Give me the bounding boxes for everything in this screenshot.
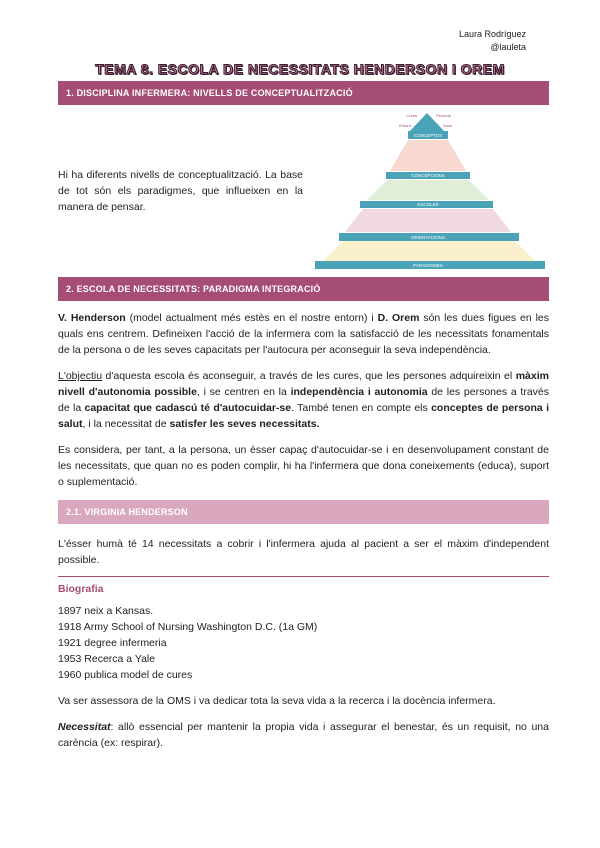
document-body xyxy=(58,81,549,751)
section-1-content xyxy=(58,105,549,277)
orem-name: D. Orem xyxy=(377,312,420,324)
biography-item: 1918 Army School of Nursing Washington D.C. (1a GM) xyxy=(58,621,318,633)
text: són les dues figues en les quals ens centrem. Defineixen l'acció de la infermera com la satisfacció de les necessitats fonamentals de la persona o de les seves capacitats per l'autocura per aconseguir la seva independència. xyxy=(58,312,550,356)
level-label: CONCEPCIONS xyxy=(411,173,445,178)
author-handle: @lauleta xyxy=(490,42,526,52)
oms-text: Va ser assessora de la OMS i va dedicar tota la seva vida a la recerca i la docència infermera. xyxy=(58,695,496,707)
text: conceptes de persona i salut xyxy=(58,402,549,430)
section-2-paragraph-3: Es considera, per tant, a la persona, un ésser capaç d'autocuidar-se i en desenvolupament constant de les necessitats, que quan no es poden complir, hi ha l'infermera que dona coneixements (educa), suport o suplementació. xyxy=(58,444,549,488)
level-label: PARADIGMES xyxy=(413,263,443,268)
text: de les persones a través de la xyxy=(58,386,549,414)
biography-heading: Biografia xyxy=(58,583,104,595)
text: : allò essencial per mantenir la propia vida i assegurar el benestar, és un requisit, no una carència (ex: respirar). xyxy=(58,721,549,749)
tip-label: Entorn xyxy=(399,123,411,128)
biography-item: 1897 neix a Kansas. xyxy=(58,605,154,617)
author-name: Laura Rodríguez xyxy=(458,29,526,39)
level-label: ORIENTACIONS xyxy=(411,235,445,240)
author-block xyxy=(459,28,526,54)
biography-item: 1960 publica model de cures xyxy=(58,669,193,681)
section-2-heading: 2. ESCOLA DE NECESSITATS: PARADIGMA INTEGRACIÓ xyxy=(58,277,549,301)
text: (model actualment més estès en el nostre entorn) i xyxy=(125,312,378,324)
tip-label: Cures xyxy=(406,113,417,118)
need-definition xyxy=(58,719,549,751)
biography-item: 1953 Recerca a Yale xyxy=(58,653,156,665)
section-2-1-heading: 2.1. VIRGINIA HENDERSON xyxy=(58,500,549,524)
objective-term: L'objectiu xyxy=(58,370,103,382)
text: màxim nivell d'autonomia possible xyxy=(58,370,549,398)
section-2-1-text: L'ésser humà té 14 necessitats a cobrir i l'infermera ajuda al pacient a ser el màxim d'independent possible. xyxy=(58,538,549,566)
section-2-paragraph-2 xyxy=(58,368,549,432)
text: capacitat que cadascú té d'autocuidar-se xyxy=(84,402,292,414)
text: . També tenen en compte els xyxy=(291,402,432,414)
need-term: Necessitat xyxy=(58,721,111,733)
text: independència i autonomia xyxy=(290,386,428,398)
henderson-name: V. Henderson xyxy=(58,312,126,324)
biography-item: 1921 degree infermeria xyxy=(58,637,167,649)
text: d'aquesta escola és aconseguir, a través de les cures, que les persones adquireixin el xyxy=(102,370,516,382)
section-2-paragraph-1 xyxy=(58,310,549,358)
level-label: ESCOLES xyxy=(417,202,439,207)
tip-label: Persona xyxy=(436,113,451,118)
conceptualization-pyramid xyxy=(309,111,549,271)
section-1-text: Hi ha diferents nivells de conceptualització. La base de tot són els paradigmes, que influeixen en la manera de pensar. xyxy=(58,169,303,213)
text: , i la necessitat de xyxy=(82,418,170,430)
text: , i se centren en la xyxy=(196,386,291,398)
level-label: CONCEPTES xyxy=(413,133,443,138)
biography-list xyxy=(58,603,549,683)
tip-label: Salut xyxy=(443,123,453,128)
page-title: TEMA 8. ESCOLA DE NECESSITATS HENDERSON I OREM xyxy=(95,61,505,77)
divider xyxy=(58,576,549,577)
section-1-heading: 1. DISCIPLINA INFERMERA: NIVELLS DE CONCEPTUALITZACIÓ xyxy=(58,81,549,105)
text: satisfer les seves necessitats. xyxy=(169,418,320,430)
